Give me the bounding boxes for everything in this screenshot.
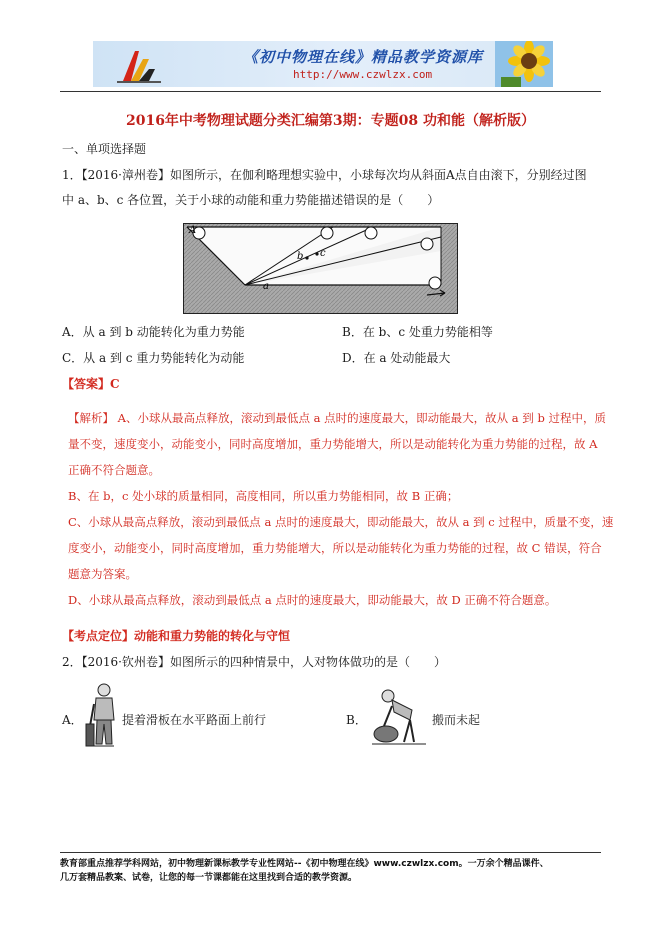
q2-stem: 2．【2016·钦州卷】如图所示的四种情景中，人对物体做功的是（ ）: [62, 655, 446, 669]
site-logo-icon: [109, 45, 169, 85]
q1-answer: 【答案】C: [62, 377, 120, 391]
person-carrying-skateboard-icon: [84, 682, 124, 750]
q2-option-b-text: 搬而未起: [432, 713, 481, 727]
person-lifting-rock-icon: [370, 686, 428, 746]
q1-key-point: 【考点定位】动能和重力势能的转化与守恒: [62, 629, 291, 643]
q1-analysis-line5: C、小球从最高点释放，滚动到最低点 a 点时的速度最大，即动能最大，故从 a 到 c 过程中，质量不变，速: [68, 515, 614, 529]
q1-analysis-line7: 题意为答案。: [68, 567, 137, 581]
q1-analysis-line4: B、在 b，c 处小球的质量相同，高度相同，所以重力势能相同，故 B 正确；: [68, 489, 459, 503]
q1-option-a: A．从 a 到 b 动能转化为重力势能: [62, 325, 245, 339]
q1-analysis-line2: 量不变，速度变小，动能变小，同时高度增加，重力势能增大，所以是动能转化为重力势能的过程，故 A: [68, 437, 598, 451]
q1-option-c: C．从 a 到 c 重力势能转化为动能: [62, 351, 245, 365]
footer-line1: 教育部重点推荐学科网站，初中物理新课标教学专业性网站--《初中物理在线》www.czwlzx.com。一万余个精品课件、: [60, 859, 549, 869]
q1-stem-line2: 中 a、b、c 各位置，关于小球的动能和重力势能描述错误的是（ ）: [62, 193, 440, 207]
q2-option-a-letter: A．: [62, 713, 83, 727]
q1-option-b: B．在 b、c 处重力势能相等: [342, 325, 493, 339]
incline-experiment-figure: [183, 223, 458, 314]
figure-label-b: b: [297, 251, 304, 262]
q1-option-d: D．在 a 处动能最大: [342, 351, 451, 365]
figure-label-a: a: [263, 281, 269, 292]
banner-url: http://www.czwlzx.com: [293, 68, 433, 81]
figure-label-c: c: [320, 248, 326, 259]
q1-analysis-line3: 正确不符合题意。: [68, 463, 160, 477]
sunflower-icon: [495, 41, 553, 87]
section-heading: 一、单项选择题: [62, 142, 147, 156]
banner-title: 《初中物理在线》精品教学资源库: [243, 48, 484, 66]
figure-label-A: A: [189, 225, 197, 236]
footer-line2: 几万套精品教案、试卷，让您的每一节课都能在这里找到合适的教学资源。: [60, 873, 358, 883]
header-banner: [93, 41, 553, 87]
footer-rule: [60, 852, 601, 853]
q2-option-b-letter: B．: [346, 713, 367, 727]
q2-option-a-text: 提着滑板在水平路面上前行: [122, 713, 267, 727]
header-rule: [60, 91, 601, 92]
q1-analysis-line8: D、小球从最高点释放，滚动到最低点 a 点时的速度最大，即动能最大，故 D 正确不符合题意。: [68, 593, 557, 607]
page-title: 2016年中考物理试题分类汇编第3期：专题08 功和能（解析版）: [125, 113, 536, 129]
q1-analysis-line6: 度变小，动能变小，同时高度增加，重力势能增大，所以是动能转化为重力势能的过程，故 C 错误，符合: [68, 541, 602, 555]
q1-analysis-line1: 【解析】 A、小球从最高点释放，滚动到最低点 a 点时的速度最大，即动能最大，故从 a 到 b 过程中，质: [68, 411, 606, 425]
q1-stem-line1: 1．【2016·漳州卷】如图所示，在伽利略理想实验中，小球每次均从斜面A点自由滚下，分别经过图: [62, 168, 587, 182]
footer: [60, 857, 620, 885]
